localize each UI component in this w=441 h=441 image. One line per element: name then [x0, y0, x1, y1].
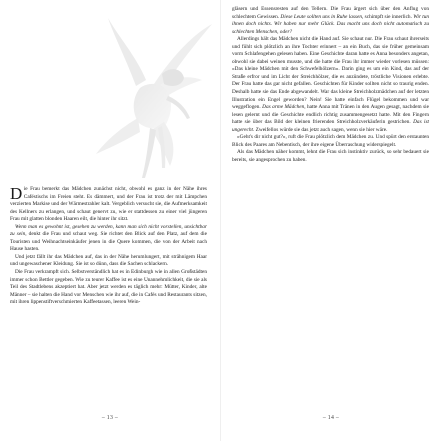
text-run: »Geht's dir nicht gut?«, ruft die Frau plötzlich dem Mädchen zu. Und spürt den erstaunten Blick des Paares am Nebentisch, der ihre eigene Überraschung widerspiegelt.: [232, 134, 429, 148]
paragraph: [10, 254, 207, 269]
text-run: Allerdings hält das Mädchen nicht die Hand auf. Sie schaut nur. Die Frau schaut ihrerseits und fühlt sich plötzlich an ihre Tochter erinnert – an ein Buch, das sie früher gemeinsam vorm Schlafengehen gelesen haben. Eine Geschichte daran hatte es Anna besonders angetan, obwohl sie dabei weinen musste, und die hatte die Frau ihr immer wieder vorlesen müssen: »Das kleine Mädchen mit den Schwefelhölzern«. Darin ging es um ein Kind, das auf der Straße erfror und im Licht der Streichhölzer, die es anzündete, tröstliche Visionen erlebte. Der Frau hatte das gar nicht gefallen. Geschichten für Kinder sollten nicht so traurig enden. Deshalb hatte sie das Ende abgewandelt. War das kleine Streichholzmädchen auf der letzten Illustration ein Engel geworden? Nein! Sie hatte einfach Flügel bekommen und war weggeflogen.: [232, 36, 429, 111]
paragraph: [232, 6, 429, 36]
page-number: – 13 –: [101, 415, 119, 421]
text-run: schimpft sie innerlich.: [363, 13, 414, 20]
paragraph: [232, 36, 429, 134]
italic-text-run: Wir tun ihnen doch nichts. Wir haben nur mehr Glück. Das macht uns doch nicht automatisch zu schlechten Menschen, oder?: [232, 13, 430, 35]
text-run: Die Frau verkrampft sich. Selbstverständlich hat es in Edinburgh wie in allen Großstädten immer schon Bettler gegeben. Wie zu teurer Kaffee ist es eine Unannehmlichkeit, die sie als Teil des Stadtlebens akzeptiert hat. Aber jetzt werden es täglich mehr: Mütter, Kinder, alte Männer – sie halten die Hand vor Menschen wie ihr auf, die in Cafés und Restaurants sitzen, mit ihren lippenstiftverschmierten Kaffeetassen, leeren Wein-: [10, 269, 207, 306]
left-page: [0, 0, 220, 441]
right-page-text: [232, 6, 429, 164]
left-page-text: [10, 186, 207, 307]
italic-text-run: Das arme Mädchen,: [262, 104, 306, 111]
drop-cap: D: [10, 184, 23, 203]
paragraph: [10, 269, 207, 307]
text-run: hatte Anna mit Tränen in den Augen gesagt, nachdem sie lesen gelernt und die Geschichte endlich richtig zusammengesetzt hatte. Mit den Fingern hatte sie über das Bild der kleinen frierenden Streichholzverkäuferin gestrichen.: [232, 104, 429, 126]
text-run: denkt die Frau und schaut weg. Sie richtet den Blick auf den Platz, auf dem die Touristen und Weihnachtseinkäufer jenen in die Quere kommen, die von der Arbeit nach Hause hasten.: [10, 231, 207, 253]
paragraph: [232, 134, 429, 149]
italic-text-run: Diese Leute sollten uns in Ruhe lassen,: [280, 13, 364, 20]
paragraph: [10, 186, 207, 224]
text-run: gläsern und Essensresten auf den Tellern. Die Frau ärgert sich über den Anflug von schlechtem Gewissen.: [232, 6, 429, 20]
text-run: ie Frau bemerkt das Mädchen zunächst nicht, obwohl es ganz in der Nähe ihres Caféstischs im Freien steht. Es dämmert, und der Frau ist trotz der mit Lämpchen verzierten Markise und der Wärmestrahler kalt. Vergeblich versucht sie, die Aufmerksamkeit des Kellners zu erlangen, und schaut genervt zu, wie er stattdessen zu einer viel jüngeren Frau mit glatten blonden Haaren eilt, die hinter ihr sitzt.: [10, 186, 207, 223]
italic-text-run: Wenn man es gewohnt ist, gesehen zu werden, kann man sich nicht vorstellen, unsichtbar zu sein,: [10, 223, 207, 238]
text-run: Und jetzt fällt ihr das Mädchen auf, das in der Nähe herumlungert, mit strähnigem Haar und ungewaschener Kleidung. Sie ist so dünn, dass die Sachen schlackern.: [10, 253, 207, 268]
page-number: – 14 –: [322, 415, 340, 421]
paragraph: [10, 224, 207, 254]
right-page: [221, 0, 441, 441]
paragraph: [232, 149, 429, 164]
winged-girl-illustration: [66, 14, 216, 184]
text-run: Als das Mädchen näher kommt, lehnt die Frau sich instinktiv zurück, so sehr bedauert sie bereits, sie angesprochen zu haben.: [232, 149, 429, 163]
text-run: Zweifellos würde sie das jetzt auch sagen, wenn sie hier wäre.: [254, 126, 388, 133]
italic-text-run: Das ist ungerecht.: [232, 119, 429, 133]
